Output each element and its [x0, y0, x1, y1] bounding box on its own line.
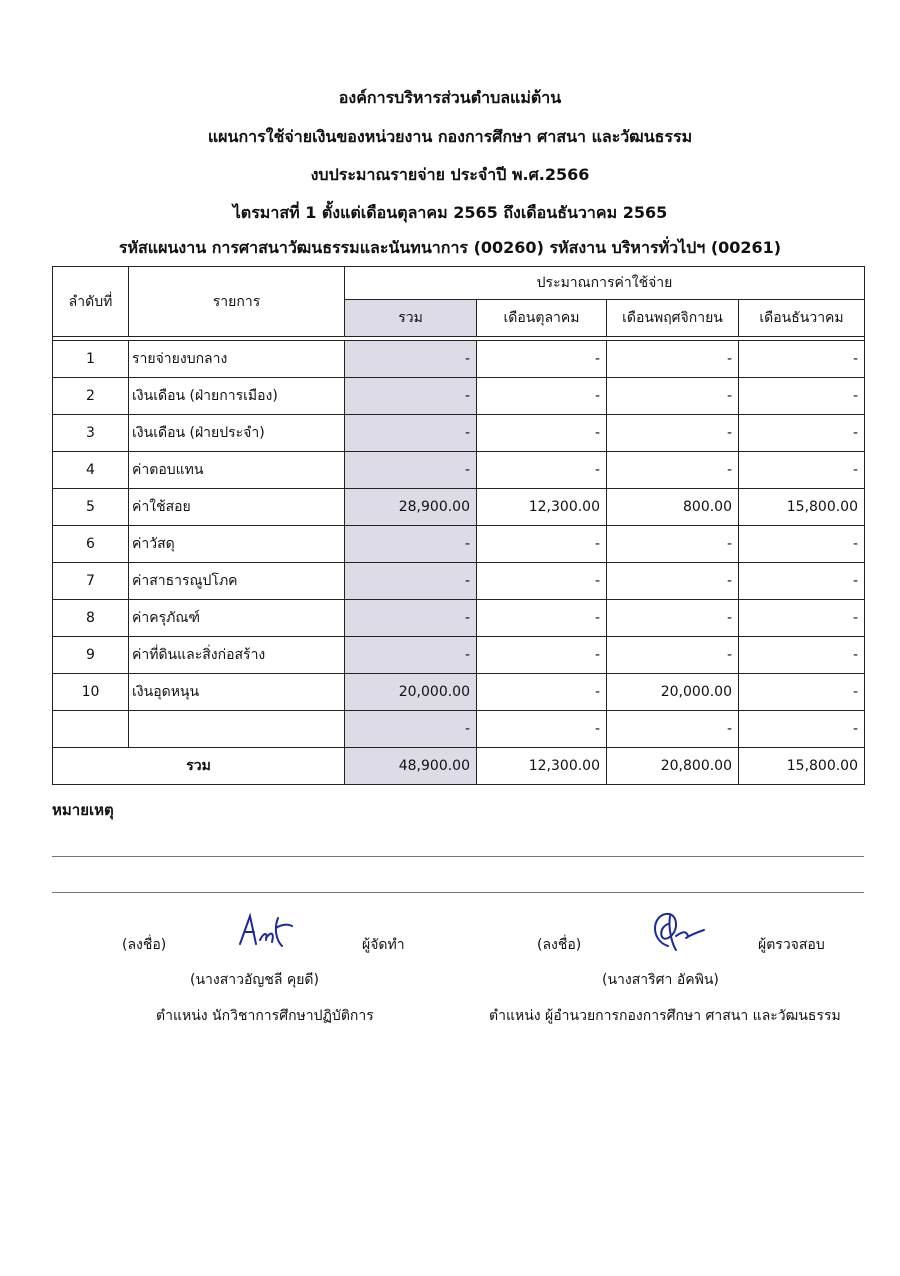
row-number	[53, 711, 129, 748]
row-item: ค่าใช้สอย	[129, 489, 345, 526]
row-item: เงินอุดหนุน	[129, 674, 345, 711]
row-nov: -	[607, 637, 739, 674]
row-dec: 15,800.00	[739, 489, 865, 526]
row-number: 5	[53, 489, 129, 526]
org-title: องค์การบริหารส่วนตำบลแม่ต้าน	[338, 88, 562, 107]
plan-title: แผนการใช้จ่ายเงินของหน่วยงาน กองการศึกษา ศาสนา และวัฒนธรรม	[207, 127, 693, 146]
row-dec: -	[739, 637, 865, 674]
row-number: 6	[53, 526, 129, 563]
table-row	[53, 489, 865, 526]
row-total: -	[345, 637, 477, 674]
row-number: 2	[53, 378, 129, 415]
left-signature-image	[236, 910, 298, 952]
row-item: ค่าสาธารณูปโภค	[129, 563, 345, 600]
table-row	[53, 415, 865, 452]
row-number: 4	[53, 452, 129, 489]
row-dec: -	[739, 526, 865, 563]
left-sign-name: (นางสาวอัญชลี คุยดี)	[190, 972, 319, 988]
left-sign-role: ผู้จัดทำ	[362, 937, 405, 953]
col-header-item: รายการ	[129, 267, 345, 337]
row-nov: -	[607, 452, 739, 489]
budget-table	[52, 266, 865, 785]
row-nov: -	[607, 600, 739, 637]
row-dec: -	[739, 341, 865, 378]
total-oct: 12,300.00	[477, 748, 607, 785]
row-total: -	[345, 378, 477, 415]
total-nov: 20,800.00	[607, 748, 739, 785]
row-dec: -	[739, 378, 865, 415]
row-number: 9	[53, 637, 129, 674]
col-header-dec: เดือนธันวาคม	[739, 300, 865, 337]
row-dec: -	[739, 674, 865, 711]
row-item: เงินเดือน (ฝ่ายการเมือง)	[129, 378, 345, 415]
row-number: 3	[53, 415, 129, 452]
row-item: เงินเดือน (ฝ่ายประจำ)	[129, 415, 345, 452]
row-item	[129, 711, 345, 748]
table-row	[53, 526, 865, 563]
left-sign-prefix: (ลงชื่อ)	[122, 937, 167, 953]
row-nov: -	[607, 563, 739, 600]
total-label: รวม	[53, 748, 345, 785]
remark-line-1	[52, 856, 864, 857]
row-total: -	[345, 415, 477, 452]
table-row	[53, 711, 865, 748]
row-total: 20,000.00	[345, 674, 477, 711]
right-sign-name: (นางสาริศา อัคพิน)	[602, 972, 719, 988]
row-nov: -	[607, 378, 739, 415]
right-sign-prefix: (ลงชื่อ)	[537, 937, 582, 953]
row-total: -	[345, 452, 477, 489]
col-header-oct: เดือนตุลาคม	[477, 300, 607, 337]
row-number: 10	[53, 674, 129, 711]
row-oct: -	[477, 563, 607, 600]
row-nov: -	[607, 415, 739, 452]
row-oct: -	[477, 600, 607, 637]
remark-label: หมายเหตุ	[52, 801, 114, 819]
row-nov: -	[607, 526, 739, 563]
row-dec: -	[739, 415, 865, 452]
budget-year-title: งบประมาณรายจ่าย ประจำปี พ.ศ.2566	[310, 165, 590, 184]
col-header-estimate: ประมาณการค่าใช้จ่าย	[345, 267, 865, 300]
row-total: -	[345, 341, 477, 378]
table-total-row	[53, 748, 865, 785]
row-oct: -	[477, 711, 607, 748]
right-sign-position: ตำแหน่ง ผู้อำนวยการกองการศึกษา ศาสนา และวัฒนธรรม	[489, 1008, 841, 1024]
row-oct: -	[477, 415, 607, 452]
row-total: -	[345, 600, 477, 637]
plan-codes-title: รหัสแผนงาน การศาสนาวัฒนธรรมและนันทนาการ (00260) รหัสงาน บริหารทั่วไปฯ (00261)	[118, 238, 782, 257]
table-row	[53, 637, 865, 674]
table-row	[53, 674, 865, 711]
col-header-nov: เดือนพฤศจิกายน	[607, 300, 739, 337]
row-total: 28,900.00	[345, 489, 477, 526]
total-sum: 48,900.00	[345, 748, 477, 785]
row-nov: -	[607, 341, 739, 378]
row-nov: 20,000.00	[607, 674, 739, 711]
row-nov: 800.00	[607, 489, 739, 526]
table-row	[53, 563, 865, 600]
left-sign-position: ตำแหน่ง นักวิชาการศึกษาปฏิบัติการ	[156, 1008, 374, 1024]
row-oct: -	[477, 341, 607, 378]
row-oct: 12,300.00	[477, 489, 607, 526]
quarter-title: ไตรมาสที่ 1 ตั้งแต่เดือนตุลาคม 2565 ถึงเดือนธันวาคม 2565	[232, 203, 668, 222]
col-header-no: ลำดับที่	[53, 267, 129, 337]
row-oct: -	[477, 637, 607, 674]
row-number: 8	[53, 600, 129, 637]
row-dec: -	[739, 711, 865, 748]
row-item: ค่าวัสดุ	[129, 526, 345, 563]
right-signature-image	[646, 906, 706, 958]
table-row	[53, 341, 865, 378]
row-number: 7	[53, 563, 129, 600]
table-row	[53, 378, 865, 415]
row-dec: -	[739, 452, 865, 489]
row-item: ค่าครุภัณฑ์	[129, 600, 345, 637]
row-dec: -	[739, 563, 865, 600]
row-item: ค่าตอบแทน	[129, 452, 345, 489]
col-header-total: รวม	[345, 300, 477, 337]
table-row	[53, 452, 865, 489]
row-total: -	[345, 526, 477, 563]
row-nov: -	[607, 711, 739, 748]
right-sign-role: ผู้ตรวจสอบ	[758, 937, 825, 953]
remark-line-2	[52, 892, 864, 893]
total-dec: 15,800.00	[739, 748, 865, 785]
table-row	[53, 600, 865, 637]
row-total: -	[345, 711, 477, 748]
row-dec: -	[739, 600, 865, 637]
row-total: -	[345, 563, 477, 600]
row-oct: -	[477, 452, 607, 489]
row-number: 1	[53, 341, 129, 378]
row-oct: -	[477, 674, 607, 711]
row-oct: -	[477, 378, 607, 415]
row-item: ค่าที่ดินและสิ่งก่อสร้าง	[129, 637, 345, 674]
row-oct: -	[477, 526, 607, 563]
row-item: รายจ่ายงบกลาง	[129, 341, 345, 378]
